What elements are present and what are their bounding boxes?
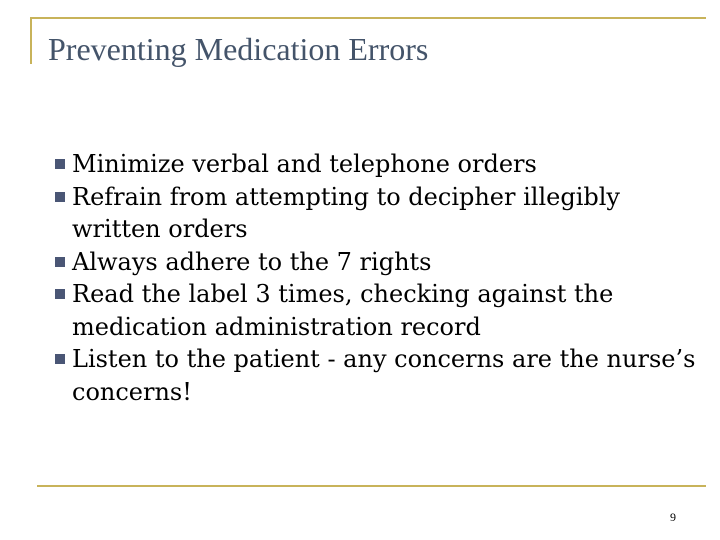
frame-top-rule bbox=[30, 17, 706, 19]
bullet-text: Always adhere to the 7 rights bbox=[72, 247, 432, 276]
frame-left-rule bbox=[30, 17, 32, 64]
bullet-item bbox=[56, 148, 696, 181]
bullet-list bbox=[56, 148, 696, 408]
page-number: 9 bbox=[670, 510, 676, 524]
bullet-text: Read the label 3 times, checking against the medication administration record bbox=[72, 280, 614, 341]
square-bullet-icon bbox=[55, 192, 65, 202]
square-bullet-icon bbox=[55, 354, 65, 364]
square-bullet-icon bbox=[55, 257, 65, 267]
bullet-item bbox=[56, 278, 696, 343]
square-bullet-icon bbox=[55, 289, 65, 299]
square-bullet-icon bbox=[55, 159, 65, 169]
slide-title: Preventing Medication Errors bbox=[48, 31, 429, 67]
frame-bottom-rule bbox=[37, 485, 706, 487]
bullet-text: Minimize verbal and telephone orders bbox=[72, 150, 537, 178]
bullet-item bbox=[56, 246, 696, 279]
bullet-item bbox=[56, 343, 696, 408]
bullet-text: Refrain from attempting to decipher illegibly written orders bbox=[72, 182, 620, 243]
bullet-text: Listen to the patient - any concerns are the nurse’s concerns! bbox=[72, 345, 696, 406]
bullet-item bbox=[56, 181, 696, 246]
